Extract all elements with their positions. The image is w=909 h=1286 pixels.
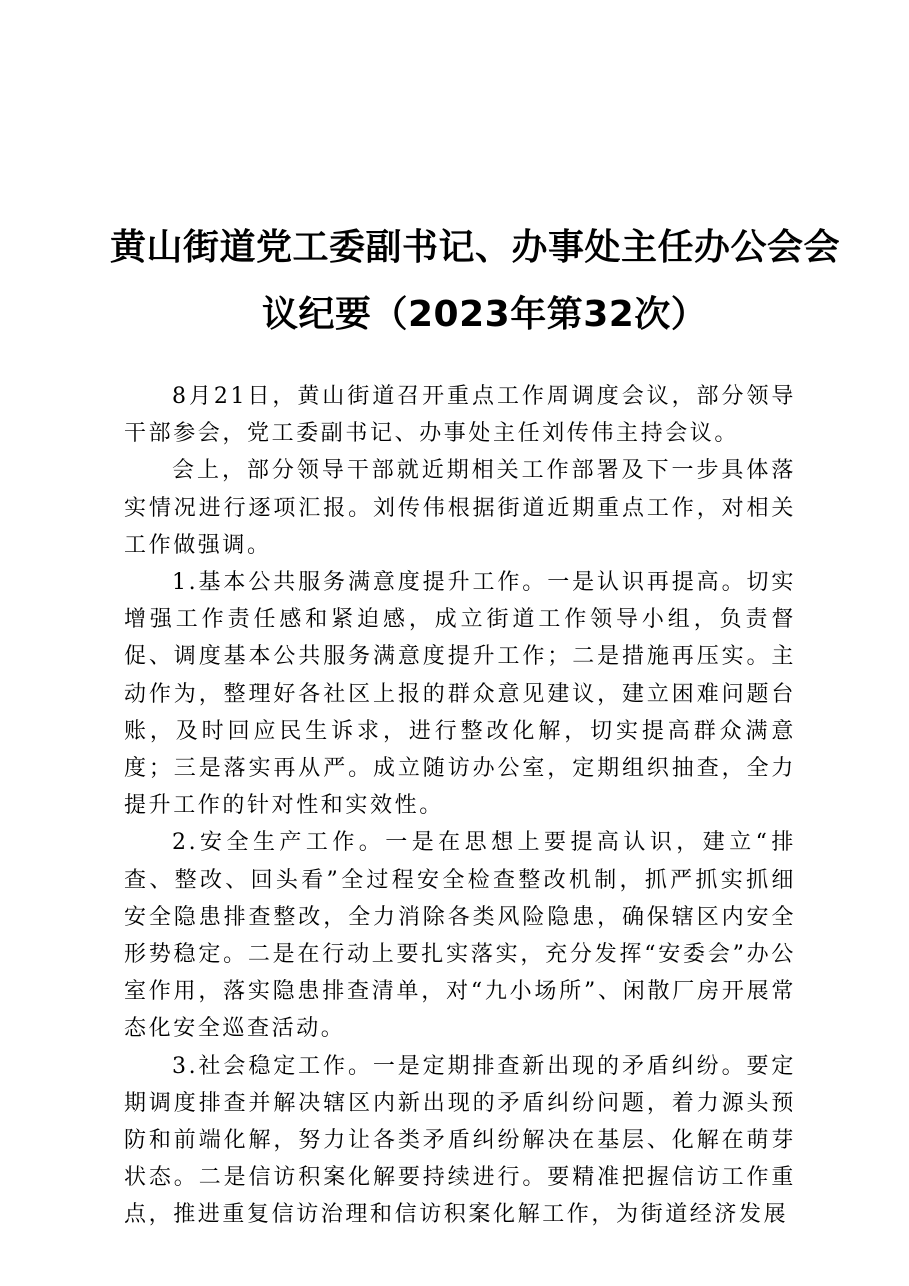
document-body [124, 378, 796, 1234]
paragraph-item-public-service: 1.基本公共服务满意度提升工作。一是认识再提高。切实增强工作责任感和紧迫感，成立街道工作领导小组，负责督促、调度基本公共服务满意度提升工作；二是措施再压实。主动作为，整理好各社区上报的群众意见建议，建立困难问题台账，及时回应民生诉求，进行整改化解，切实提高群众满意度；三是落实再从严。成立随访办公室，定期组织抽查，全力提升工作的针对性和实效性。 [124, 570, 796, 819]
paragraph-item-stability: 3.社会稳定工作。一是定期排查新出现的矛盾纠纷。要定期调度排查并解决辖区内新出现的矛盾纠纷问题，着力源头预防和前端化解，努力让各类矛盾纠纷解决在基层、化解在萌芽状态。二是信访积案化解要持续进行。要精准把握信访工作重点，推进重复信访治理和信访积案化解工作，为街道经济发展 [124, 1053, 796, 1228]
document-title-line-2: 议纪要（2023年第32次） [262, 294, 708, 335]
document-title-line-1: 黄山街道党工委副书记、办事处主任办公会会 [110, 227, 841, 268]
paragraph-meeting-intro: 8月21日，黄山街道召开重点工作周调度会议，部分领导干部参会，党工委副书记、办事处主任刘传伟主持会议。 [124, 384, 796, 447]
paragraph-item-safety: 2.安全生产工作。一是在思想上要提高认识，建立“排查、整改、回头看”全过程安全检查整改机制，抓严抓实抓细安全隐患排查整改，全力消除各类风险隐患，确保辖区内安全形势稳定。二是在行动上要扎实落实，充分发挥“安委会”办公室作用，落实隐患排查清单，对“九小场所”、闲散厂房开展常态化安全巡查活动。 [124, 830, 796, 1042]
paragraph-meeting-report: 会上，部分领导干部就近期相关工作部署及下一步具体落实情况进行逐项汇报。刘传伟根据街道近期重点工作，对相关工作做强调。 [124, 458, 796, 558]
